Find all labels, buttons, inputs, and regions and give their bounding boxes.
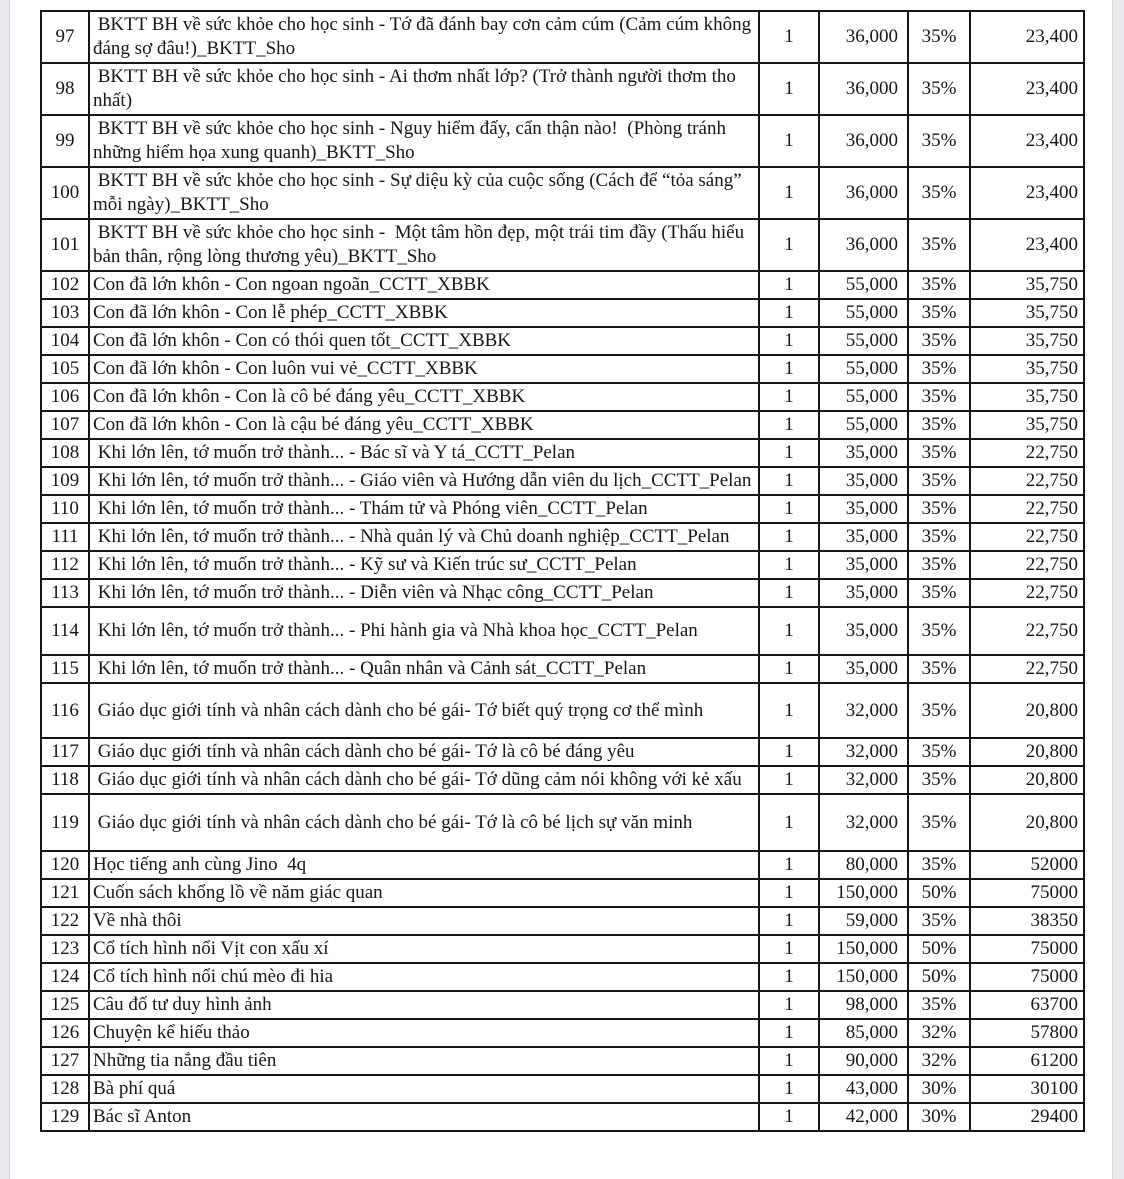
book-title: BKTT BH về sức khỏe cho học sinh - Một tâm hồn đẹp, một trái tim đầy (Thấu hiểu bản thân, rộng lòng thương yêu)_BKTT_Sho [89, 219, 759, 271]
unit-price: 35,000 [819, 655, 908, 683]
amount-after-discount: 20,800 [970, 738, 1084, 766]
book-title: Giáo dục giới tính và nhân cách dành cho bé gái- Tớ dũng cảm nói không với kẻ xấu [89, 766, 759, 794]
row-number: 99 [41, 115, 89, 167]
discount-percent: 50% [908, 963, 970, 991]
row-number: 112 [41, 551, 89, 579]
unit-price: 150,000 [819, 935, 908, 963]
unit-price: 55,000 [819, 383, 908, 411]
book-price-table [40, 10, 1085, 1132]
row-number: 108 [41, 439, 89, 467]
table-row [41, 579, 1084, 607]
discount-percent: 32% [908, 1019, 970, 1047]
unit-price: 32,000 [819, 794, 908, 851]
amount-after-discount: 22,750 [970, 495, 1084, 523]
discount-percent: 35% [908, 439, 970, 467]
discount-percent: 35% [908, 907, 970, 935]
row-number: 127 [41, 1047, 89, 1075]
book-title: Con đã lớn khôn - Con luôn vui vẻ_CCTT_XBBK [89, 355, 759, 383]
row-number: 125 [41, 991, 89, 1019]
discount-percent: 35% [908, 219, 970, 271]
row-number: 111 [41, 523, 89, 551]
book-title: BKTT BH về sức khỏe cho học sinh - Sự diệu kỳ của cuộc sống (Cách để “tỏa sáng” mỗi ngày)_BKTT_Sho [89, 167, 759, 219]
row-number: 123 [41, 935, 89, 963]
book-title: Cổ tích hình nổi Vịt con xấu xí [89, 935, 759, 963]
discount-percent: 50% [908, 879, 970, 907]
unit-price: 55,000 [819, 411, 908, 439]
row-number: 109 [41, 467, 89, 495]
row-number: 128 [41, 1075, 89, 1103]
amount-after-discount: 23,400 [970, 219, 1084, 271]
table-row [41, 355, 1084, 383]
unit-price: 32,000 [819, 683, 908, 738]
unit-price: 85,000 [819, 1019, 908, 1047]
quantity: 1 [759, 411, 819, 439]
amount-after-discount: 35,750 [970, 299, 1084, 327]
amount-after-discount: 22,750 [970, 523, 1084, 551]
row-number: 124 [41, 963, 89, 991]
row-number: 98 [41, 63, 89, 115]
unit-price: 35,000 [819, 495, 908, 523]
discount-percent: 35% [908, 851, 970, 879]
unit-price: 35,000 [819, 607, 908, 655]
table-body [41, 11, 1084, 1131]
unit-price: 35,000 [819, 439, 908, 467]
table-row [41, 794, 1084, 851]
book-title: Những tia nắng đầu tiên [89, 1047, 759, 1075]
discount-percent: 35% [908, 794, 970, 851]
right-page-gutter [1112, 0, 1124, 1179]
discount-percent: 35% [908, 299, 970, 327]
left-page-gutter [0, 0, 10, 1179]
book-title: Khi lớn lên, tớ muốn trở thành... - Giáo viên và Hướng dẫn viên du lịch_CCTT_Pelan [89, 467, 759, 495]
row-number: 129 [41, 1103, 89, 1131]
row-number: 113 [41, 579, 89, 607]
quantity: 1 [759, 167, 819, 219]
table-row [41, 411, 1084, 439]
book-title: Con đã lớn khôn - Con là cậu bé đáng yêu_CCTT_XBBK [89, 411, 759, 439]
book-title: Con đã lớn khôn - Con ngoan ngoãn_CCTT_XBBK [89, 271, 759, 299]
row-number: 107 [41, 411, 89, 439]
discount-percent: 30% [908, 1075, 970, 1103]
table-row [41, 115, 1084, 167]
book-title: Giáo dục giới tính và nhân cách dành cho bé gái- Tớ là cô bé lịch sự văn minh [89, 794, 759, 851]
quantity: 1 [759, 1019, 819, 1047]
unit-price: 90,000 [819, 1047, 908, 1075]
book-title: Bác sĩ Anton [89, 1103, 759, 1131]
row-number: 105 [41, 355, 89, 383]
amount-after-discount: 22,750 [970, 607, 1084, 655]
quantity: 1 [759, 523, 819, 551]
book-title: Cuốn sách khổng lồ về năm giác quan [89, 879, 759, 907]
unit-price: 36,000 [819, 11, 908, 63]
quantity: 1 [759, 1103, 819, 1131]
unit-price: 35,000 [819, 551, 908, 579]
unit-price: 80,000 [819, 851, 908, 879]
quantity: 1 [759, 766, 819, 794]
amount-after-discount: 22,750 [970, 467, 1084, 495]
quantity: 1 [759, 355, 819, 383]
book-title: Con đã lớn khôn - Con có thói quen tốt_CCTT_XBBK [89, 327, 759, 355]
quantity: 1 [759, 738, 819, 766]
quantity: 1 [759, 219, 819, 271]
quantity: 1 [759, 467, 819, 495]
book-title: Bà phí quá [89, 1075, 759, 1103]
discount-percent: 35% [908, 523, 970, 551]
discount-percent: 35% [908, 495, 970, 523]
book-title: Khi lớn lên, tớ muốn trở thành... - Nhà quản lý và Chủ doanh nghiệp_CCTT_Pelan [89, 523, 759, 551]
table-row [41, 299, 1084, 327]
table-row [41, 327, 1084, 355]
unit-price: 150,000 [819, 963, 908, 991]
discount-percent: 35% [908, 115, 970, 167]
book-title: Học tiếng anh cùng Jino 4q [89, 851, 759, 879]
row-number: 106 [41, 383, 89, 411]
quantity: 1 [759, 991, 819, 1019]
quantity: 1 [759, 551, 819, 579]
book-title: BKTT BH về sức khỏe cho học sinh - Nguy hiểm đấy, cẩn thận nào! (Phòng tránh những hiểm họa xung quanh)_BKTT_Sho [89, 115, 759, 167]
discount-percent: 35% [908, 766, 970, 794]
amount-after-discount: 23,400 [970, 115, 1084, 167]
row-number: 118 [41, 766, 89, 794]
quantity: 1 [759, 495, 819, 523]
unit-price: 55,000 [819, 355, 908, 383]
discount-percent: 35% [908, 655, 970, 683]
book-title: Khi lớn lên, tớ muốn trở thành... - Diễn viên và Nhạc công_CCTT_Pelan [89, 579, 759, 607]
row-number: 116 [41, 683, 89, 738]
book-title: Khi lớn lên, tớ muốn trở thành... - Quân nhân và Cảnh sát_CCTT_Pelan [89, 655, 759, 683]
row-number: 103 [41, 299, 89, 327]
table-row [41, 963, 1084, 991]
row-number: 102 [41, 271, 89, 299]
unit-price: 36,000 [819, 219, 908, 271]
table-row [41, 167, 1084, 219]
book-title: Giáo dục giới tính và nhân cách dành cho bé gái- Tớ biết quý trọng cơ thể mình [89, 683, 759, 738]
table-row [41, 607, 1084, 655]
unit-price: 55,000 [819, 327, 908, 355]
amount-after-discount: 20,800 [970, 794, 1084, 851]
table-row [41, 683, 1084, 738]
quantity: 1 [759, 327, 819, 355]
table-row [41, 467, 1084, 495]
book-title: Câu đố tư duy hình ảnh [89, 991, 759, 1019]
amount-after-discount: 22,750 [970, 579, 1084, 607]
unit-price: 43,000 [819, 1075, 908, 1103]
book-title: Khi lớn lên, tớ muốn trở thành... - Phi hành gia và Nhà khoa học_CCTT_Pelan [89, 607, 759, 655]
table-row [41, 63, 1084, 115]
quantity: 1 [759, 683, 819, 738]
discount-percent: 35% [908, 607, 970, 655]
table-row [41, 383, 1084, 411]
quantity: 1 [759, 383, 819, 411]
book-title: Chuyện kể hiếu thảo [89, 1019, 759, 1047]
discount-percent: 50% [908, 935, 970, 963]
book-title: Khi lớn lên, tớ muốn trở thành... - Kỹ sư và Kiến trúc sư_CCTT_Pelan [89, 551, 759, 579]
row-number: 100 [41, 167, 89, 219]
table-row [41, 1103, 1084, 1131]
quantity: 1 [759, 794, 819, 851]
discount-percent: 35% [908, 738, 970, 766]
amount-after-discount: 38350 [970, 907, 1084, 935]
quantity: 1 [759, 11, 819, 63]
unit-price: 36,000 [819, 63, 908, 115]
book-title: BKTT BH về sức khỏe cho học sinh - Ai thơm nhất lớp? (Trở thành người thơm tho nhất) [89, 63, 759, 115]
unit-price: 42,000 [819, 1103, 908, 1131]
table-row [41, 907, 1084, 935]
table-row [41, 11, 1084, 63]
amount-after-discount: 20,800 [970, 766, 1084, 794]
row-number: 121 [41, 879, 89, 907]
unit-price: 59,000 [819, 907, 908, 935]
discount-percent: 35% [908, 991, 970, 1019]
amount-after-discount: 35,750 [970, 327, 1084, 355]
quantity: 1 [759, 115, 819, 167]
amount-after-discount: 30100 [970, 1075, 1084, 1103]
amount-after-discount: 75000 [970, 963, 1084, 991]
table-row [41, 439, 1084, 467]
amount-after-discount: 61200 [970, 1047, 1084, 1075]
amount-after-discount: 35,750 [970, 383, 1084, 411]
row-number: 101 [41, 219, 89, 271]
discount-percent: 35% [908, 327, 970, 355]
quantity: 1 [759, 907, 819, 935]
amount-after-discount: 20,800 [970, 683, 1084, 738]
quantity: 1 [759, 963, 819, 991]
amount-after-discount: 35,750 [970, 271, 1084, 299]
discount-percent: 35% [908, 271, 970, 299]
amount-after-discount: 35,750 [970, 411, 1084, 439]
discount-percent: 35% [908, 551, 970, 579]
discount-percent: 35% [908, 683, 970, 738]
quantity: 1 [759, 655, 819, 683]
unit-price: 55,000 [819, 271, 908, 299]
book-title: Khi lớn lên, tớ muốn trở thành... - Thám tử và Phóng viên_CCTT_Pelan [89, 495, 759, 523]
amount-after-discount: 23,400 [970, 63, 1084, 115]
amount-after-discount: 63700 [970, 991, 1084, 1019]
book-title: Cổ tích hình nổi chú mèo đi hia [89, 963, 759, 991]
quantity: 1 [759, 851, 819, 879]
unit-price: 35,000 [819, 523, 908, 551]
table-row [41, 495, 1084, 523]
row-number: 119 [41, 794, 89, 851]
unit-price: 35,000 [819, 579, 908, 607]
quantity: 1 [759, 271, 819, 299]
table-row [41, 219, 1084, 271]
quantity: 1 [759, 299, 819, 327]
discount-percent: 35% [908, 167, 970, 219]
unit-price: 36,000 [819, 167, 908, 219]
amount-after-discount: 52000 [970, 851, 1084, 879]
amount-after-discount: 75000 [970, 879, 1084, 907]
book-title: Con đã lớn khôn - Con là cô bé đáng yêu_CCTT_XBBK [89, 383, 759, 411]
discount-percent: 35% [908, 411, 970, 439]
amount-after-discount: 23,400 [970, 11, 1084, 63]
table-row [41, 271, 1084, 299]
unit-price: 32,000 [819, 766, 908, 794]
book-title: Về nhà thôi [89, 907, 759, 935]
quantity: 1 [759, 579, 819, 607]
table-row [41, 523, 1084, 551]
table-row [41, 738, 1084, 766]
quantity: 1 [759, 607, 819, 655]
amount-after-discount: 75000 [970, 935, 1084, 963]
amount-after-discount: 22,750 [970, 439, 1084, 467]
unit-price: 98,000 [819, 991, 908, 1019]
row-number: 126 [41, 1019, 89, 1047]
table-row [41, 991, 1084, 1019]
quantity: 1 [759, 1047, 819, 1075]
amount-after-discount: 35,750 [970, 355, 1084, 383]
table-row [41, 935, 1084, 963]
discount-percent: 35% [908, 355, 970, 383]
book-title: Khi lớn lên, tớ muốn trở thành... - Bác sĩ và Y tá_CCTT_Pelan [89, 439, 759, 467]
amount-after-discount: 22,750 [970, 655, 1084, 683]
amount-after-discount: 22,750 [970, 551, 1084, 579]
table-row [41, 1019, 1084, 1047]
table-row [41, 655, 1084, 683]
amount-after-discount: 23,400 [970, 167, 1084, 219]
unit-price: 150,000 [819, 879, 908, 907]
table-row [41, 879, 1084, 907]
discount-percent: 35% [908, 63, 970, 115]
row-number: 117 [41, 738, 89, 766]
discount-percent: 32% [908, 1047, 970, 1075]
unit-price: 32,000 [819, 738, 908, 766]
quantity: 1 [759, 879, 819, 907]
row-number: 115 [41, 655, 89, 683]
table-row [41, 851, 1084, 879]
row-number: 97 [41, 11, 89, 63]
discount-percent: 35% [908, 383, 970, 411]
row-number: 120 [41, 851, 89, 879]
quantity: 1 [759, 1075, 819, 1103]
amount-after-discount: 57800 [970, 1019, 1084, 1047]
book-title: Con đã lớn khôn - Con lễ phép_CCTT_XBBK [89, 299, 759, 327]
discount-percent: 35% [908, 11, 970, 63]
book-title: Giáo dục giới tính và nhân cách dành cho bé gái- Tớ là cô bé đáng yêu [89, 738, 759, 766]
discount-percent: 35% [908, 467, 970, 495]
row-number: 110 [41, 495, 89, 523]
book-title: BKTT BH về sức khỏe cho học sinh - Tớ đã đánh bay cơn cảm cúm (Cảm cúm không đáng sợ đâu!)_BKTT_Sho [89, 11, 759, 63]
row-number: 104 [41, 327, 89, 355]
discount-percent: 30% [908, 1103, 970, 1131]
table-row [41, 766, 1084, 794]
quantity: 1 [759, 439, 819, 467]
quantity: 1 [759, 935, 819, 963]
unit-price: 55,000 [819, 299, 908, 327]
amount-after-discount: 29400 [970, 1103, 1084, 1131]
row-number: 114 [41, 607, 89, 655]
discount-percent: 35% [908, 579, 970, 607]
unit-price: 35,000 [819, 467, 908, 495]
table-row [41, 1075, 1084, 1103]
table-row [41, 551, 1084, 579]
table-row [41, 1047, 1084, 1075]
quantity: 1 [759, 63, 819, 115]
unit-price: 36,000 [819, 115, 908, 167]
row-number: 122 [41, 907, 89, 935]
